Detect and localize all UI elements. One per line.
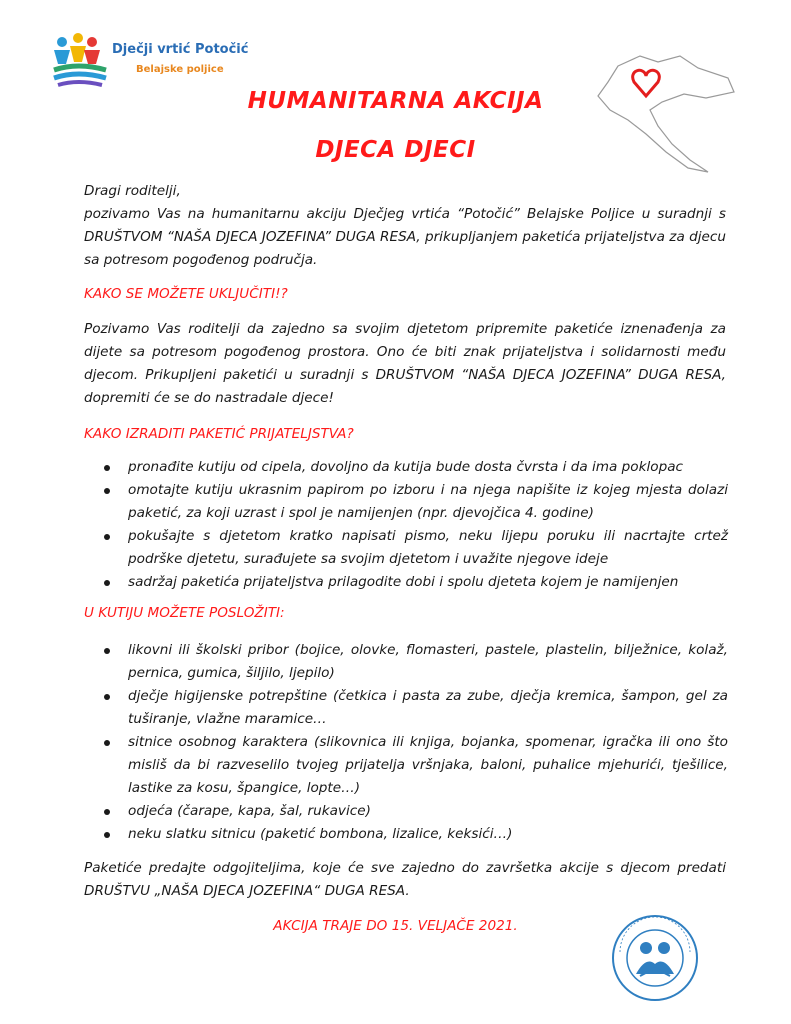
list-item: sitnice osobnog karaktera (slikovnica ili knjiga, bojanka, spomenar, igračka ili ono što misliš da bi razveselilo tvojeg prijatelja vršnjaka, baloni, puhalice mjehurići, tješilice, lastike za kosu, špangice, lopte…) (96, 731, 728, 800)
kindergarten-logo (48, 30, 238, 94)
list-item: odjeća (čarape, kapa, šal, rukavice) (96, 800, 728, 823)
logo-subtitle: Belajske poljice (136, 64, 224, 75)
organization-seal-icon (610, 912, 700, 1004)
children-logo-icon (48, 30, 112, 94)
instructions-list (96, 456, 728, 594)
list-item: neku slatku sitnicu (paketić bombona, lizalice, keksići…) (96, 823, 728, 846)
logo-title: Dječji vrtić Potočić (112, 42, 249, 57)
page-title: HUMANITARNA AKCIJA (247, 88, 544, 114)
intro-paragraph (84, 180, 726, 272)
list-item: dječje higijenske potrepštine (četkica i pasta za zube, dječja kremica, šampon, gel za tuširanje, vlažne maramice… (96, 685, 728, 731)
greeting: Dragi roditelji, (84, 183, 181, 199)
section-paragraph-how-to-join: Pozivamo Vas roditelji da zajedno sa svojim djetetom pripremite paketiće iznenađenja za dijete sa potresom pogođenog prostora. Ono će biti znak prijateljstva i solidarnosti među djecom. Prikupljeni paketići u suradnji s DRUŠTVOM “NAŠA DJECA JOZEFINA” DUGA RESA, dopremiti će se do nastradale djece! (84, 321, 726, 406)
list-item: pronađite kutiju od cipela, dovoljno da kutija bude dosta čvrsta i da ima poklopac (96, 456, 728, 479)
contents-list (96, 639, 728, 846)
section-heading-how-to-join: KAKO SE MOŽETE UKLJUČITI!? (84, 286, 288, 302)
section-heading-how-to-make: KAKO IZRADITI PAKETIĆ PRIJATELJSTVA? (84, 426, 354, 442)
intro-text: pozivamo Vas na humanitarnu akciju Dječjeg vrtića “Potočić” Belajske Poljice u suradnji s DRUŠTVOM “NAŠA DJECA JOZEFINA” DUGA RESA, prikupljanjem paketića prijateljstva za djecu sa potresom pogođenog područja. (84, 206, 726, 268)
list-item: sadržaj paketića prijateljstva prilagodite dobi i spolu djeteta kojem je namijenjen (96, 571, 728, 594)
list-item: likovni ili školski pribor (bojice, olovke, flomasteri, pastele, plastelin, bilježnice, kolaž, pernica, gumica, šiljilo, ljepilo) (96, 639, 728, 685)
deadline-notice: AKCIJA TRAJE DO 15. VELJAČE 2021. (273, 918, 518, 934)
list-item: pokušajte s djetetom kratko napisati pismo, neku lijepu poruku ili nacrtajte crtež podrške djetetu, surađujete sa svojim djetetom i uvažite njegove ideje (96, 525, 728, 571)
closing-paragraph: Paketiće predajte odgojiteljima, koje će sve zajedno do završetka akcije s djecom predati DRUŠTVU „NAŠA DJECA JOZEFINA“ DUGA RESA. (84, 860, 726, 899)
section-heading-box-contents: U KUTIJU MOŽETE POSLOŽITI: (84, 605, 285, 621)
list-item: omotajte kutiju ukrasnim papirom po izboru i na njega napišite iz kojeg mjesta dolazi paketić, za koji uzrast i spol je namijenjen (npr. djevojčica 4. godine) (96, 479, 728, 525)
page-subtitle: DJECA DJECI (315, 137, 476, 163)
